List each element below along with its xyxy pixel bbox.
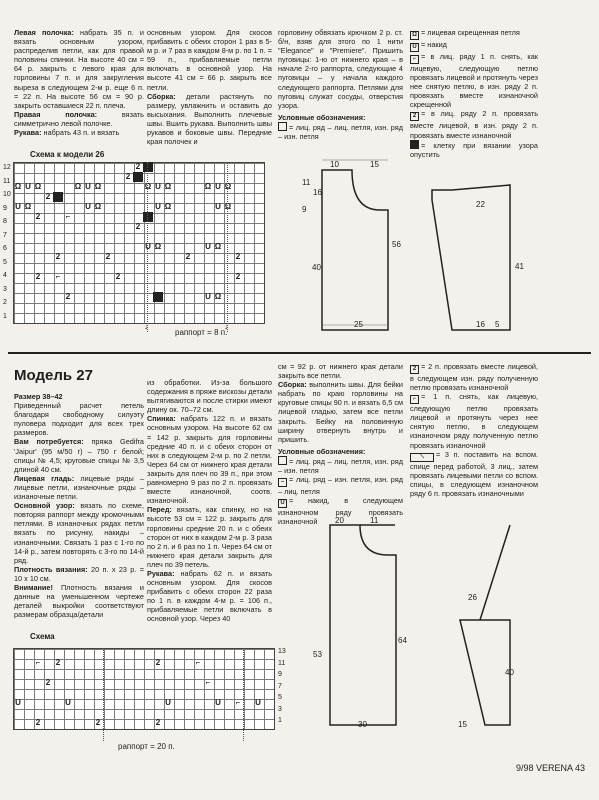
- right-front-text: Правая полочка: вязать симметрично левой полочке.: [14, 109, 144, 128]
- chart-symbol: 2: [35, 718, 41, 727]
- chart-symbol: U: [155, 202, 161, 211]
- ssk-symbol: ⌐: [410, 55, 419, 64]
- chart-symbol: U: [85, 182, 91, 191]
- dim-top-f: 40: [312, 263, 321, 272]
- purl-symbol: –: [278, 478, 287, 487]
- chart-symbol: U: [205, 292, 211, 301]
- row-number: 3: [3, 285, 7, 293]
- bottom-col-1: Размер 38–42 Приведенный расчет петель благодаря свободному силуэту пуловера подходит для всех трех размеров. Вам потребуется: пряжа Gedifra 'Jaipur' (95 м/50 г) – 750 г белой; спицы № 4,5; круговые спицы № 3,5 длиной 40 см. Лицевая гладь: лицевые ряды – лицевые петли, изнаночные ряды – изнаночные петли. Основной узор: вязать по схеме, повторяя раппорт между кромочными петлями. В изнаночных рядах петли вязать по рисунку, накиды – изнаночными. Связать 1 раз с 1-го по 14-й р., затем повторять с 3-го по 14-й ряд. Плотность вязания: 20 п. x 23 р. = 10 x 10 см. Внимание! Плотность вязания и данные на уменьшенном чертеже деталей выкройки соответствуют размерам образца/детали: [14, 392, 145, 620]
- dim-top-b: 15: [370, 160, 379, 169]
- dim-bot-h: 15: [458, 720, 467, 729]
- chart-symbol: [133, 172, 143, 182]
- chart-symbol: 2: [155, 658, 161, 667]
- row-number: 11: [3, 177, 11, 185]
- row-number: 9: [3, 204, 7, 212]
- chart-symbol: Ω: [94, 202, 102, 211]
- model-27-title: Модель 27: [14, 367, 93, 384]
- dim-top-h: 25: [354, 320, 363, 329]
- crossed-stitch-symbol: Ω: [410, 31, 419, 40]
- dim-bot-a: 20: [335, 516, 344, 525]
- chart-symbol: ⌐: [235, 698, 241, 707]
- chart-symbol: 2: [35, 272, 41, 281]
- chart-symbol: ⌐: [35, 658, 41, 667]
- chart-symbol: ⌐: [205, 678, 211, 687]
- cable-symbol: ⟍: [410, 453, 434, 462]
- top-col-3: горловину обвязать крючком 2 р. ст. б/н, взяв для этого по 1 нити "Elegance" и "Premiere". Пришить пуговицы: 1-ю от нижнего края – в начале 2-го раппорта, следующие 4 пуговицы – у начала каждого следующего раппорта. Петлями для пуговиц служат сосуды, отверстия узора. Условные обозначения: = лиц. ряд – лиц. петля, изн. ряд – изн. петля: [278, 28, 403, 142]
- rapport-26-arrow: ↓: [144, 322, 148, 331]
- bottom-col-3: см = 92 р. от нижнего края детали закрыть все петли. Сборка: выполнить швы. Для бейки набрать по краю горловины на круговые спицы 90 п. и вязать 6,5 см лицевой гладью, затем все петли закрыть. Бейку на половинную ширину отвернуть внутрь и пришить. Условные обозначения: = лиц. ряд – лиц. петля, изн. ряд – изн. петля – = лиц. ряд – изн. петля, изн. ряд – лиц. петля U = накид, в следующем изнаночном ряду провязать изнаночной: [278, 362, 403, 527]
- chart-symbol: ⌐: [65, 212, 71, 221]
- top-col-1: [14, 28, 144, 137]
- chart-symbol: Ω: [224, 182, 232, 191]
- rapport-26-label: раппорт = 8 п.: [175, 328, 228, 337]
- chart-symbol: 2: [235, 272, 241, 281]
- chart-symbol: U: [155, 182, 161, 191]
- chart-symbol: Ω: [74, 182, 82, 191]
- dim-bot-b: 11: [370, 516, 379, 525]
- page-footer: 9/98 VERENA 43: [515, 763, 585, 773]
- chart-symbol: Ω: [214, 242, 222, 251]
- dim-top-a: 10: [330, 160, 339, 169]
- row-number: 1: [278, 717, 282, 724]
- yarn-over-symbol-2: U: [278, 499, 287, 508]
- row-number: 2: [3, 299, 7, 306]
- rapport-27-label: раппорт = 20 п.: [118, 742, 175, 751]
- rapport-26-arrow-2: ↓: [224, 322, 228, 331]
- chart-symbol: U: [85, 202, 91, 211]
- top-col-4: Ω = лицевая скрещенная петля U = накид ⌐ = в лиц. ряду 1 п. снять, как лицевую, следующую петлю провязать лицевой и протянуть через нее снятую петлю, в изн. ряду 2 п. провязать вместе изнаночной скрещенной 2 = в лиц. ряду 2 п. провязать вместе лицевой, в изн. ряду 2 п. провязать вместе изнаночной = клетку при вязании узора опустить: [410, 28, 538, 159]
- row-number: 4: [3, 272, 7, 279]
- chart-symbol: 2: [185, 252, 191, 261]
- row-number: 1: [3, 312, 7, 320]
- chart-symbol: [143, 212, 153, 222]
- dim-top-i: 22: [476, 200, 485, 209]
- chart-symbol: 2: [115, 272, 121, 281]
- row-number: 9: [278, 671, 282, 678]
- row-number: 5: [3, 258, 7, 266]
- chart-symbol: 2: [235, 252, 241, 261]
- row-number: 3: [278, 705, 282, 713]
- bottom-col-4: 2 = 2 п. провязать вместе лицевой, в следующем изн. ряду полученную петлю провязать изнаночной ⌐ = 1 п. снять, как лицевую, следующую петлю провязать лицевой и протянуть через нее снятую петлю, в следующем изнаночном ряду полученную петлю провязать изнаночной ⟍ = 3 п. поставить на вспом. спице перед работой, 3 лиц., затем провязать лицевыми петли со вспом. спицы, в следующем изнаночном ряду 6 п. провязать изнаночными: [410, 362, 538, 498]
- ssk-symbol-2: ⌐: [410, 395, 419, 404]
- row-number: 7: [278, 682, 282, 690]
- schema-27-title: Схема: [30, 632, 55, 641]
- dim-top-k: 16: [476, 320, 485, 329]
- dim-top-j: 41: [515, 262, 524, 271]
- chart-symbol: 2: [95, 718, 101, 727]
- row-number: 8: [3, 218, 7, 225]
- chart-symbol: Ω: [14, 182, 22, 191]
- chart-symbol: [143, 162, 153, 172]
- row-number: 10: [3, 191, 11, 198]
- chart-symbol: Ω: [24, 202, 32, 211]
- chart-symbol: [53, 192, 63, 202]
- chart-symbol: ⌐: [195, 658, 201, 667]
- chart-symbol: U: [215, 698, 221, 707]
- chart-symbol: ⌐: [55, 272, 61, 281]
- k2tog-symbol: 2: [410, 112, 419, 121]
- row-number: 12: [3, 164, 11, 171]
- chart-symbol: 2: [135, 162, 141, 171]
- chart-symbol: Ω: [154, 242, 162, 251]
- row-number: 6: [3, 245, 7, 252]
- dim-top-g: 56: [392, 240, 401, 249]
- dim-bot-d: 64: [398, 636, 407, 645]
- row-number: 11: [278, 659, 286, 667]
- schema-26-title: Схема к модели 26: [30, 150, 105, 159]
- k2tog-symbol-2: 2: [410, 365, 419, 374]
- pattern-27-drawing: [300, 505, 590, 735]
- chart-symbol: U: [205, 242, 211, 251]
- chart-symbol: Ω: [144, 182, 152, 191]
- chart-symbol: U: [215, 182, 221, 191]
- dim-top-e: 9: [302, 205, 307, 214]
- chart-symbol: 2: [45, 192, 51, 201]
- row-number: 5: [278, 694, 282, 701]
- chart-symbol: 2: [35, 212, 41, 221]
- sleeves-text: Рукава: набрать 43 п. и вязать: [14, 128, 120, 138]
- knit-stitch-symbol: [278, 122, 287, 131]
- knit-symbol: [278, 456, 287, 465]
- chart-symbol: 2: [55, 252, 61, 261]
- yarn-over-symbol: U: [410, 43, 419, 52]
- chart-symbol: 2: [105, 252, 111, 261]
- dim-bot-e: 30: [358, 720, 367, 729]
- chart-symbol: U: [65, 698, 71, 707]
- chart-symbol: Ω: [34, 182, 42, 191]
- no-stitch-symbol: [410, 140, 419, 149]
- chart-symbol: Ω: [214, 292, 222, 301]
- row-number: 7: [3, 231, 7, 239]
- chart-symbol: U: [255, 698, 261, 707]
- dim-top-c: 11: [302, 178, 311, 187]
- chart-symbol: Ω: [224, 202, 232, 211]
- chart-symbol: U: [215, 202, 221, 211]
- dim-top-d: 16: [313, 188, 322, 197]
- chart-symbol: 2: [135, 222, 141, 231]
- chart-symbol: 2: [65, 292, 71, 301]
- dim-bot-g: 40: [505, 668, 514, 677]
- chart-symbol: Ω: [94, 182, 102, 191]
- dim-bot-c: 53: [313, 650, 322, 659]
- pattern-26-drawing: [292, 150, 542, 335]
- chart-symbol: U: [165, 698, 171, 707]
- left-front-text: Левая полочка: набрать 35 п. и вязать основным узором, распределив петли, как для правой половины спинки. На высоте 40 см = 64 р. закрыть с левого края для горловины 7 п. и для закругления выреза в следующем 2-м р. еще 6 п. = 22 п. На высоте 56 см = 90 р. закрыть оставшиеся 22 п. плеча.: [14, 28, 144, 110]
- chart-symbol: U: [15, 202, 21, 211]
- chart-symbol: U: [25, 182, 31, 191]
- chart-symbol: U: [15, 698, 21, 707]
- chart-symbol: 2: [55, 658, 61, 667]
- chart-symbol: Ω: [164, 182, 172, 191]
- dim-bot-f: 26: [468, 593, 477, 602]
- chart-symbol: 2: [155, 718, 161, 727]
- chart-symbol: [153, 292, 163, 302]
- dim-top-l: 5: [495, 320, 500, 329]
- top-col-2: основным узором. Для скосов прибавить с обеих сторон 1 раз в 5-м р. и 7 раз в каждом 8-м р. по 1 п. = 59 п., прибавляемые петли включать в основной узор. На высоте 41 см = 66 р. закрыть все петли. Сборка: детали растянуть по размеру, увлажнить и оставить до высыхания. Выполнить плечевые швы. Вшить рукава. Выполнить швы рукавов и боковые швы. Передние края полочек и: [147, 28, 272, 147]
- bottom-col-2: из обработки. Из-за большого содержания в пряже вискозы детали вытягиваются и после стирки имеют длину ок. 70–72 см. Спинка: набрать 122 п. и вязать основным узором. На высоте 62 см = 142 р. закрыть для горловины средние 40 п. и с обеих сторон от них в следующем 2-м р. по 2 петли. Через 64 см от нижнего края детали закрыть для плеч по 39 п., при этом равномерно 9 раз по 2 п. провязать вместе изнаночной, соотв. изнаночной. Перед: вязать, как спинку, но на высоте 53 см = 122 р. закрыть для горловины средние 20 п. и с обеих сторон от них в каждом 2-м р. 3 раза по 2 п. и 6 раз по 1 п. Через 64 см от нижнего края детали закрыть для плеч по 39 петель. Рукава: набрать 62 п. и вязать основным узором. Для скосов прибавить с обеих сторон 22 раза по 1 п. в каждом 4-м р. = 106 п., прибавляемые петли включать в основной узор. Через 40: [147, 378, 272, 624]
- section-divider: [8, 352, 591, 354]
- chart-symbol: Ω: [164, 202, 172, 211]
- chart-symbol: Ω: [204, 182, 212, 191]
- chart-symbol: 2: [45, 678, 51, 687]
- chart-symbol: U: [145, 242, 151, 251]
- row-number: 13: [278, 648, 286, 655]
- chart-symbol: 2: [125, 172, 131, 181]
